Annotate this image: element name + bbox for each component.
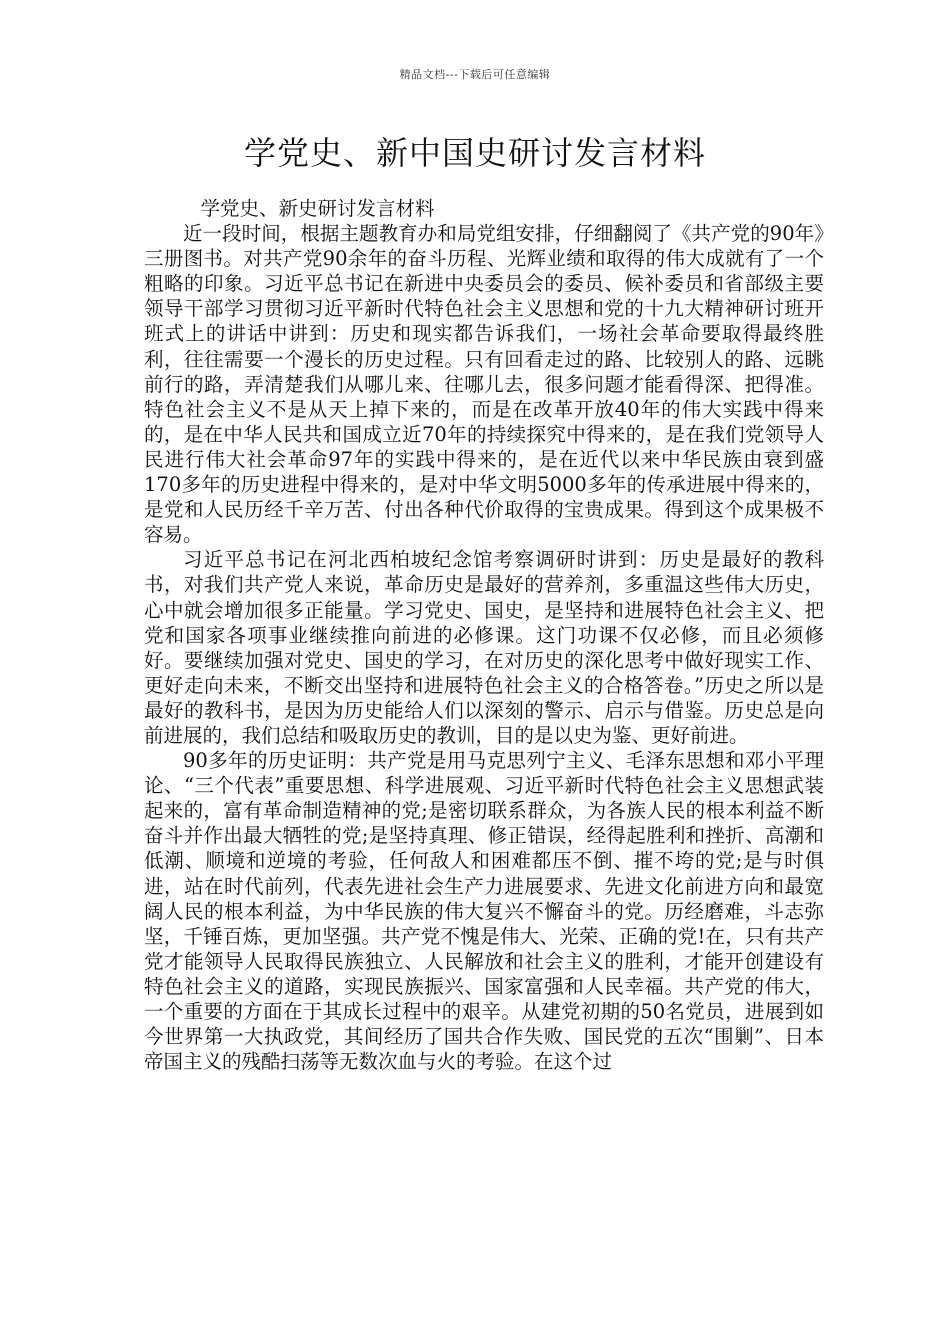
- page-header-note: 精品文档---下载后可任意编辑: [399, 68, 551, 81]
- document-title: 学党史、新中国史研讨发言材料: [243, 134, 706, 172]
- paragraph-2: 习近平总书记在河北西柏坡纪念馆考察调研时讲到：历史是最好的教科书，对我们共产党人来说，革命历史是最好的营养剂，多重温这些伟大历史，心中就会增加很多正能量。学习党史、国史，是坚持和进展特色社会主义、把党和国家各项事业继续推向前进的必修课。这门功课不仅必修，而且必须修好。要继续加强对党史、国史的学习，在对历史的深化思考中做好现实工作、更好走向未来，不断交出坚持和进展特色社会主义的合格答卷。”历史之所以是最好的教科书，是因为历史能给人们以深刻的警示、启示与借鉴。历史总是向前进展的，我们总结和吸取历史的教训，目的是以史为鉴、更好前进。: [144, 548, 824, 747]
- paragraph-1: 近一段时间，根据主题教育办和局党组安排，仔细翻阅了《共产党的90年》三册图书。对共产党90余年的奋斗历程、光辉业绩和取得的伟大成就有了一个粗略的印象。习近平总书记在新进中央委员会的委员、候补委员和省部级主要领导干部学习贯彻习近平新时代特色社会主义思想和党的十九大精神研讨班开班式上的讲话中讲到：历史和现实都告诉我们，一场社会革命要取得最终胜利，往往需要一个漫长的历史过程。只有回看走过的路、比较别人的路、远眺前行的路，弄清楚我们从哪儿来、往哪儿去，很多问题才能看得深、把得准。特色社会主义不是从天上掉下来的，而是在改革开放40年的伟大实践中得来的，是在中华人民共和国成立近70年的持续探究中得来的，是在我们党领导人民进行伟大社会革命97年的实践中得来的，是在近代以来中华民族由衰到盛170多年的历史进程中得来的，是对中华文明5000多年的传承进展中得来的，是党和人民历经千辛万苦、付出各种代价取得的宝贵成果。得到这个成果极不容易。: [144, 222, 824, 547]
- document-body: [144, 196, 824, 1074]
- paragraph-3: 90多年的历史证明：共产党是用马克思列宁主义、毛泽东思想和邓小平理论、“三个代表”重要思想、科学进展观、习近平新时代特色社会主义思想武装起来的，富有革命制造精神的党;是密切联系群众，为各族人民的根本利益不断奋斗并作出最大牺牲的党;是坚持真理、修正错误，经得起胜利和挫折、高潮和低潮、顺境和逆境的考验，任何敌人和困难都压不倒、摧不垮的党;是与时俱进，站在时代前列，代表先进社会生产力进展要求、先进文化前进方向和最宽阔人民的根本利益，为中华民族的伟大复兴不懈奋斗的党。历经磨难，斗志弥坚，千锤百炼，更加坚强。共产党不愧是伟大、光荣、正确的党!在，只有共产党才能领导人民取得民族独立、人民解放和社会主义的胜利，才能开创建设有特色社会主义的道路，实现民族振兴、国家富强和人民幸福。共产党的伟大，一个重要的方面在于其成长过程中的艰辛。从建党初期的50名党员，进展到如今世界第一大执政党，其间经历了国共合作失败、国民党的五次“围剿”、日本帝国主义的残酷扫荡等无数次血与火的考验。在这个过: [144, 749, 824, 1074]
- document-subtitle: 学党史、新史研讨发言材料: [200, 197, 435, 220]
